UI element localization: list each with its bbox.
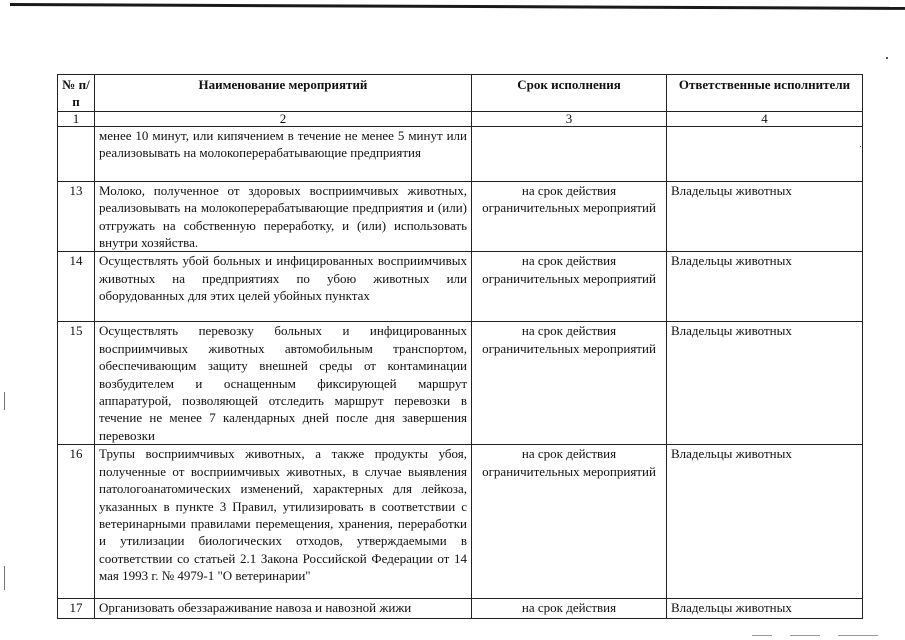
- row-term: на срок действия ограничительных мероприятий: [472, 445, 667, 599]
- table-row: [58, 252, 863, 322]
- table-row: [58, 126, 863, 181]
- row-number: 13: [58, 181, 95, 252]
- row-term: на срок действия ограничительных мероприятий: [472, 181, 667, 252]
- column-index: 1: [58, 111, 95, 126]
- measures-table: [57, 74, 863, 619]
- row-term: на срок действия ограничительных мероприятий: [472, 322, 667, 445]
- row-responsible: Владельцы животных: [667, 445, 863, 599]
- row-term: [472, 126, 667, 181]
- row-number: 17: [58, 599, 95, 619]
- margin-mark: [4, 566, 5, 590]
- row-responsible: Владельцы животных: [667, 181, 863, 252]
- top-border-line: [10, 3, 905, 10]
- row-term: на срок действия ограничительных мероприятий: [472, 252, 667, 322]
- row-description: Трупы восприимчивых животных, а также продукты убоя, полученные от восприимчивых животных, в случае выявления патологоанатомических изменений, характерных для лейкоза, указанных в пункте 3 Правил, утилизировать в соответствии с ветеринарными правилами перемещения, хранения, переработки и утилизации биологических отходов, утверждаемыми в соответствии со статьей 2.1 Закона Российской Федерации от 14 мая 1993 г. № 4979-1 "О ветеринарии": [95, 445, 472, 599]
- column-index: 4: [667, 111, 863, 126]
- row-responsible: [667, 126, 863, 181]
- column-index: 3: [472, 111, 667, 126]
- header-number: № п/п: [58, 75, 95, 112]
- bottom-dash: [790, 635, 820, 636]
- row-responsible: Владельцы животных: [667, 599, 863, 619]
- table-row: [58, 599, 863, 619]
- row-description: менее 10 минут, или кипячением в течение не менее 5 минут или реализовывать на молокоперерабатывающие предприятия: [95, 126, 472, 181]
- table-row: [58, 322, 863, 445]
- row-number: 15: [58, 322, 95, 445]
- table-header-row: [58, 75, 863, 112]
- row-description: Осуществлять убой больных и инфицированных восприимчивых животных на предприятиях по убою животных или оборудованных для этих целей убойных пунктах: [95, 252, 472, 322]
- row-responsible: Владельцы животных: [667, 322, 863, 445]
- header-responsible: Ответственные исполнители: [667, 75, 863, 112]
- table-row: [58, 445, 863, 599]
- bottom-dash: [752, 635, 772, 636]
- row-term: на срок действия: [472, 599, 667, 619]
- row-description: Молоко, полученное от здоровых восприимчивых животных, реализовывать на молокоперерабатывающие предприятия и (или) отгружать на собственную переработку, и (или) использовать внутри хозяйства.: [95, 181, 472, 252]
- column-index-row: [58, 111, 863, 126]
- row-number: 16: [58, 445, 95, 599]
- column-index: 2: [95, 111, 472, 126]
- table-row: [58, 181, 863, 252]
- scan-speck: [886, 57, 888, 59]
- row-number: 14: [58, 252, 95, 322]
- row-description: Организовать обеззараживание навоза и навозной жижи: [95, 599, 472, 619]
- margin-mark: [4, 392, 5, 410]
- row-number: [58, 126, 95, 181]
- header-measures: Наименование мероприятий: [95, 75, 472, 112]
- bottom-dash: [838, 635, 878, 636]
- row-responsible: Владельцы животных: [667, 252, 863, 322]
- row-description: Осуществлять перевозку больных и инфицированных восприимчивых животных автомобильным транспортом, обеспечивающим защиту внешней среды от контаминации возбудителем и оснащенным фиксирующей маршрут аппаратурой, позволяющей отследить маршрут перевозки в течение не менее 7 календарных дней после дня завершения перевозки: [95, 322, 472, 445]
- header-term: Срок исполнения: [472, 75, 667, 112]
